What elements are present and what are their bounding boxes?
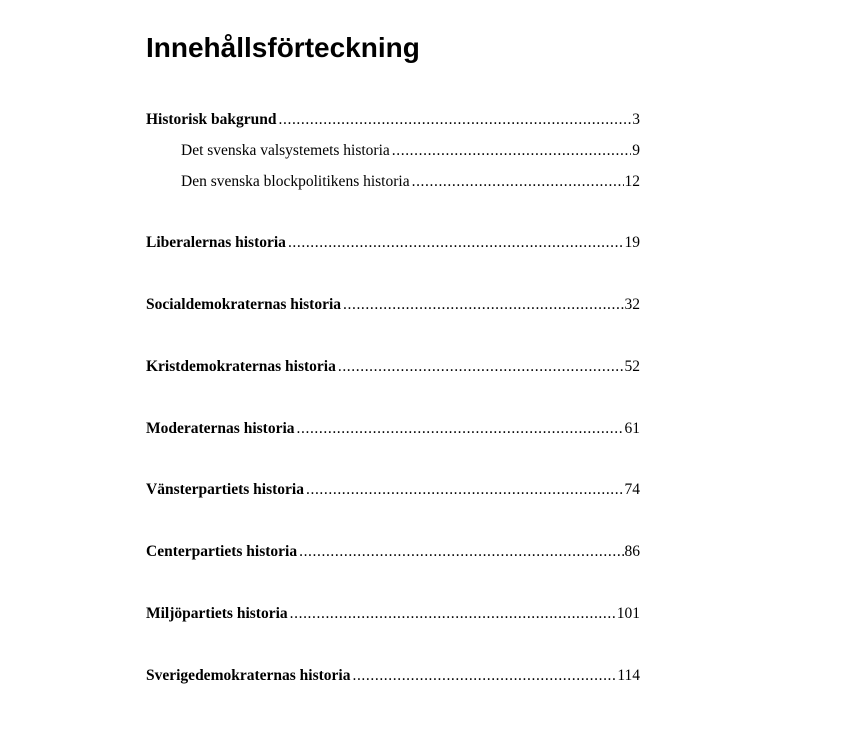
toc-leader-dots [412, 172, 624, 192]
toc-page-number: 86 [624, 543, 640, 560]
toc-page-number: 32 [624, 296, 640, 313]
toc-leader-dots [279, 110, 632, 130]
toc-leader-dots [352, 666, 616, 686]
toc-entry-liberalernas-historia[interactable] [146, 233, 640, 253]
toc-leader-dots [299, 542, 623, 562]
toc-page-number: 9 [632, 142, 640, 159]
toc-page-number: 61 [624, 420, 640, 437]
toc-leader-dots [288, 233, 624, 253]
toc-page-number: 101 [616, 605, 640, 622]
toc-entry-label: Miljöpartiets historia [146, 605, 288, 622]
toc-entry-blockpolitikens-historia[interactable] [181, 172, 640, 192]
toc-entry-moderaternas-historia[interactable] [146, 419, 640, 439]
toc-entry-label: Socialdemokraternas historia [146, 296, 342, 313]
toc-entry-label: Moderaternas historia [146, 420, 295, 437]
toc-leader-dots [306, 480, 624, 500]
toc-entry-centerpartiets-historia[interactable] [146, 542, 640, 562]
toc-entry-valsystemets-historia[interactable] [181, 141, 640, 161]
toc-entry-label: Vänsterpartiets historia [146, 481, 304, 498]
toc-page-number: 52 [624, 358, 640, 375]
toc-entry-historisk-bakgrund[interactable] [146, 110, 640, 130]
toc-leader-dots [338, 357, 624, 377]
toc-entry-vansterpartiets-historia[interactable] [146, 480, 640, 500]
toc-entry-label: Liberalernas historia [146, 234, 286, 251]
toc-title: Innehållsförteckning [146, 32, 420, 63]
toc-leader-dots [297, 419, 624, 439]
toc-entry-label: Centerpartiets historia [146, 543, 298, 560]
toc-entry-label: Sverigedemokraternas historia [146, 667, 351, 684]
toc-entry-label: Det svenska valsystemets historia [181, 142, 390, 159]
toc-leader-dots [290, 604, 616, 624]
toc-entry-label: Den svenska blockpolitikens historia [181, 173, 410, 190]
toc-entry-socialdemokraternas-historia[interactable] [146, 295, 640, 315]
toc-leader-dots [343, 295, 623, 315]
toc-entry-sverigedemokraternas-historia[interactable] [146, 666, 640, 686]
toc-entry-miljopartiets-historia[interactable] [146, 604, 640, 624]
toc-page-number: 12 [624, 173, 640, 190]
toc-page-number: 3 [632, 111, 640, 128]
toc-page-number: 19 [624, 234, 640, 251]
toc-page-number: 74 [624, 481, 640, 498]
toc-entry-label: Kristdemokraternas historia [146, 358, 336, 375]
toc-entry-label: Historisk bakgrund [146, 111, 277, 128]
toc-leader-dots [392, 141, 631, 161]
toc-page-number: 114 [617, 667, 640, 684]
toc-entry-kristdemokraternas-historia[interactable] [146, 357, 640, 377]
